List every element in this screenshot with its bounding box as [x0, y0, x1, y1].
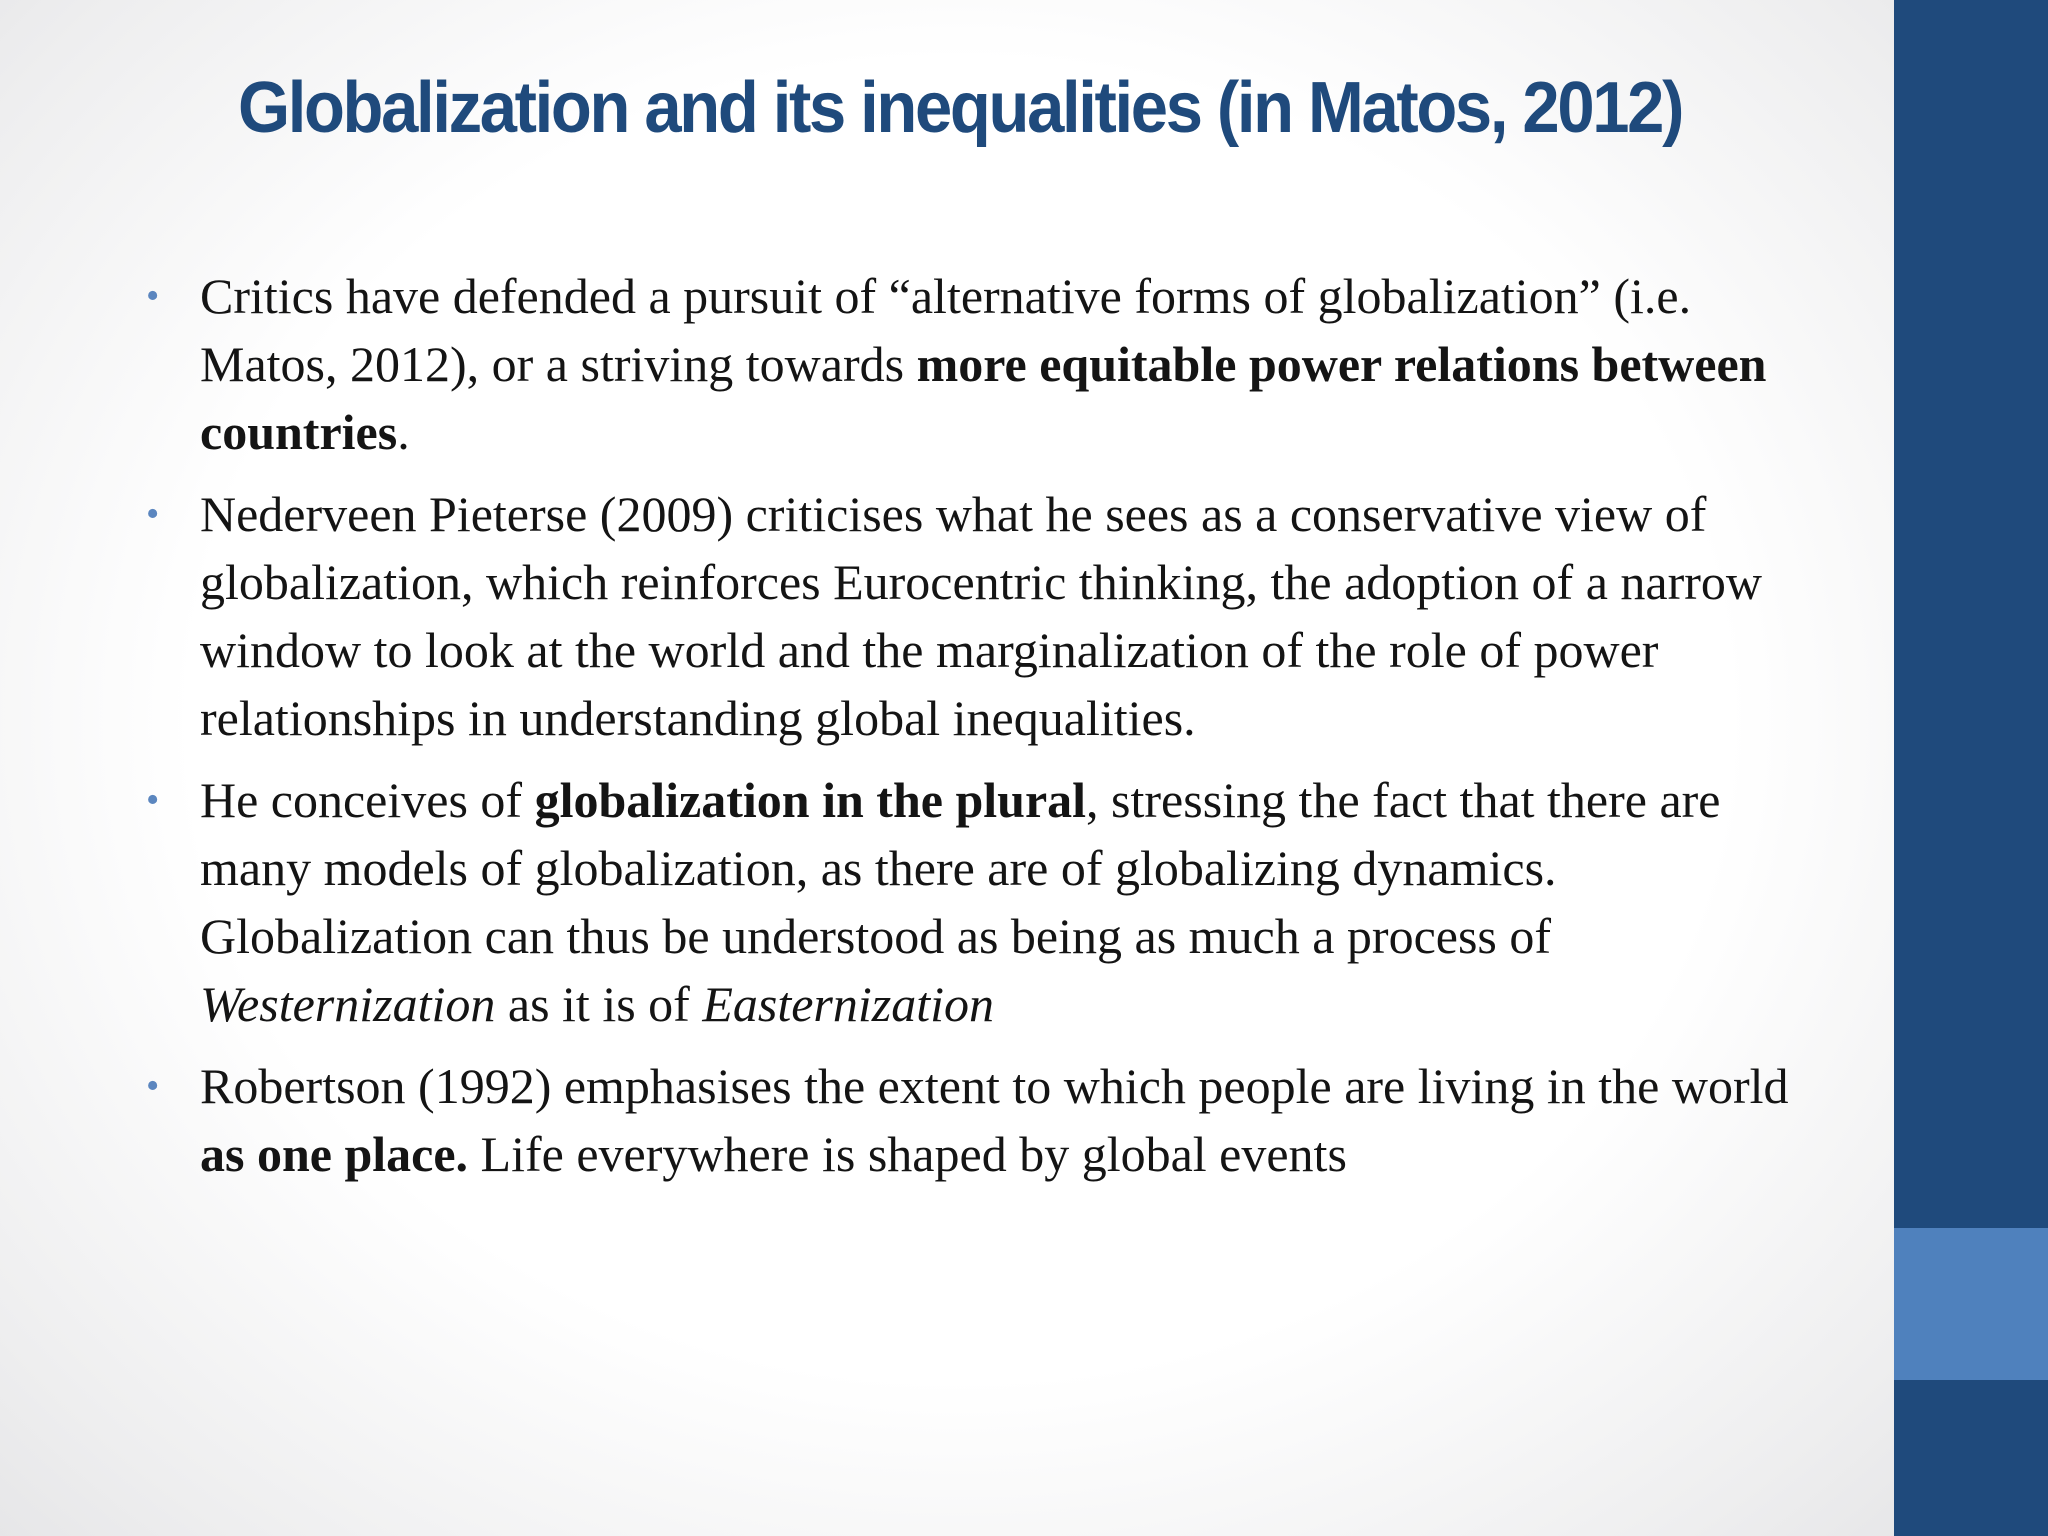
- bullet-emphasis: globalization in the plural: [534, 772, 1087, 828]
- bullet-item: [144, 262, 1824, 466]
- bullet-italic-term: Easternization: [702, 976, 995, 1032]
- bullet-text: Life everywhere is shaped by global events: [468, 1126, 1347, 1182]
- bullet-emphasis: more equitable power relations between countries: [200, 336, 1767, 460]
- bullet-item: [144, 480, 1824, 752]
- bullet-item: [144, 766, 1824, 1038]
- slide-title: Globalization and its inequalities (in Matos, 2012): [237, 68, 1683, 148]
- bullet-dot-icon: •: [146, 493, 160, 535]
- bullet-text: Critics have defended a pursuit of “alternative forms of globalization” (i.e. Matos, 2012), or a striving towards: [200, 268, 1692, 392]
- bullet-text: as it is of: [495, 976, 703, 1032]
- bullet-dot-icon: •: [146, 275, 160, 317]
- bullet-text: .: [397, 404, 410, 460]
- bullet-text: Robertson (1992) emphasises the extent to which people are living in the world: [200, 1058, 1789, 1114]
- bullet-list: [144, 262, 1824, 1202]
- slide-sidebar: [1894, 0, 2048, 1536]
- bullet-item: [144, 1052, 1824, 1188]
- bullet-italic-term: Westernization: [200, 976, 496, 1032]
- bullet-emphasis: as one place.: [200, 1126, 469, 1182]
- bullet-text: Nederveen Pieterse (2009) criticises what he sees as a conservative view of globalization, which reinforces Eurocentric thinking, the adoption of a narrow window to look at the world and the marginalization of the role of power relationships in understanding global inequalities.: [200, 486, 1762, 746]
- bullet-text: He conceives of: [200, 772, 535, 828]
- bullet-dot-icon: •: [146, 1065, 160, 1107]
- bullet-dot-icon: •: [146, 779, 160, 821]
- sidebar-accent-block: [1894, 1228, 2048, 1380]
- bullet-text: , stressing the fact that there are many models of globalization, as there are of globalizing dynamics. Globalization can thus be understood as being as much a process of: [200, 772, 1721, 964]
